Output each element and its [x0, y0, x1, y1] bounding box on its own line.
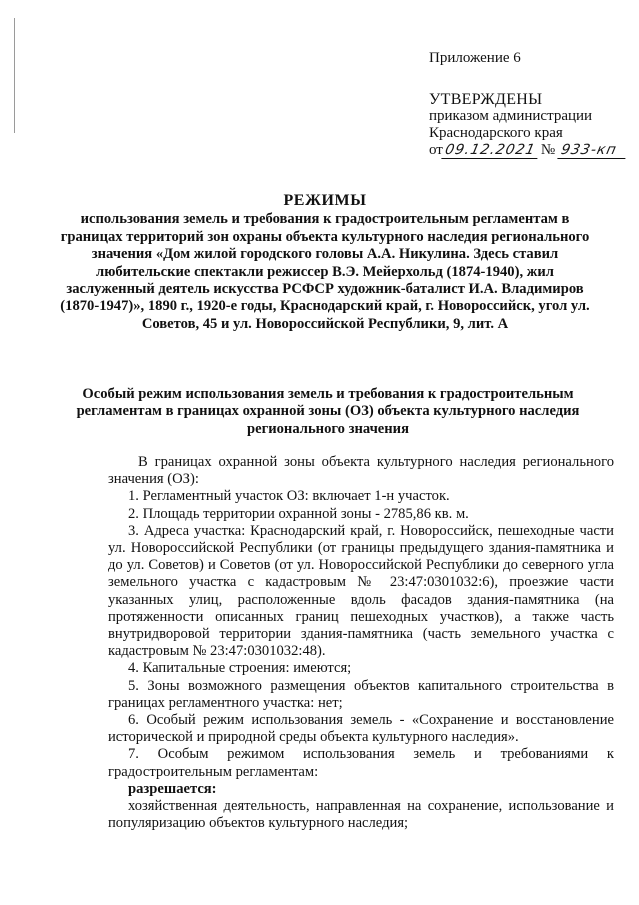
body-item-6: 6. Особый режим использования земель - «Сохранение и восстановление исторической и природной среды объекта культурного наследия». [108, 712, 614, 746]
order-line [429, 142, 627, 159]
document-heading [60, 192, 590, 333]
body-item-3: 3. Адреса участка: Краснодарский край, г. Новороссийск, пешеходные части ул. Новороссийской Республики (от границы предыдущего здания-памятника и до ул. Советов) и Советов (от ул. Новороссийской Республики до северного угла земельного участка с кадастровым № 23:47:0301032:6), проезжие части указанных улиц, расположенные вдоль фасадов здания-памятника (на протяженности описанных границ пешеходных участков), а также часть внутридворовой территории здания-памятника (часть земельного участка с кадастровым № 23:47:0301032:48). [108, 522, 614, 660]
order-number-handwritten: 933-кп [557, 143, 628, 159]
approved-title: УТВЕРЖДЕНЫ [429, 91, 543, 108]
allowed-text: хозяйственная деятельность, направленная на сохранение, использование и популяризацию объектов культурного наследия; [108, 798, 614, 832]
body-item-5: 5. Зоны возможного размещения объектов капитального строительства в границах регламентного участка: нет; [108, 677, 614, 711]
approved-line-1: приказом администрации [429, 108, 593, 124]
approval-block [429, 91, 627, 159]
order-number-sign: № [540, 142, 556, 158]
body-item-1: 1. Регламентный участок ОЗ: включает 1-н участок. [128, 488, 450, 505]
order-date-handwritten: 09.12.2021 [441, 143, 540, 159]
body-item-4: 4. Капитальные строения: имеются; [128, 660, 352, 677]
margin-line [14, 18, 15, 133]
heading-title: РЕЖИМЫ [283, 192, 367, 209]
allowed-label: разрешается: [128, 780, 217, 797]
document-body [108, 454, 614, 832]
heading-text: использования земель и требования к градостроительным регламентам в границах территорий зон охраны объекта культурного наследия регионального значения «Дом жилой городского головы А.А. Никулина. Здесь ставил любительские спектакли режиссер В.Э. Мейерхольд (1874-1940), жил заслуженный деятель искусства РСФСР художник-баталист И.А. Владимиров (1870-1947)», 1890 г., 1920-е годы, Краснодарский край, г. Новороссийск, угол ул. Советов, 45 и ул. Новороссийской Республики, 9, лит. А [60, 211, 590, 332]
body-intro: В границах охранной зоны объекта культурного наследия регионального значения (ОЗ): [108, 454, 614, 488]
body-item-7: 7. Особым режимом использования земель и требованиями к градостроительным регламентам: [108, 746, 614, 780]
order-prefix: от [429, 142, 443, 158]
appendix-label: Приложение 6 [429, 50, 521, 66]
body-item-2: 2. Площадь территории охранной зоны - 2785,86 кв. м. [128, 505, 469, 522]
section-subheading: Особый режим использования земель и требования к градостроительным регламентам в границах охранной зоны (ОЗ) объекта культурного наследия регионального значения [76, 386, 580, 437]
approved-line-2: Краснодарского края [429, 125, 563, 141]
